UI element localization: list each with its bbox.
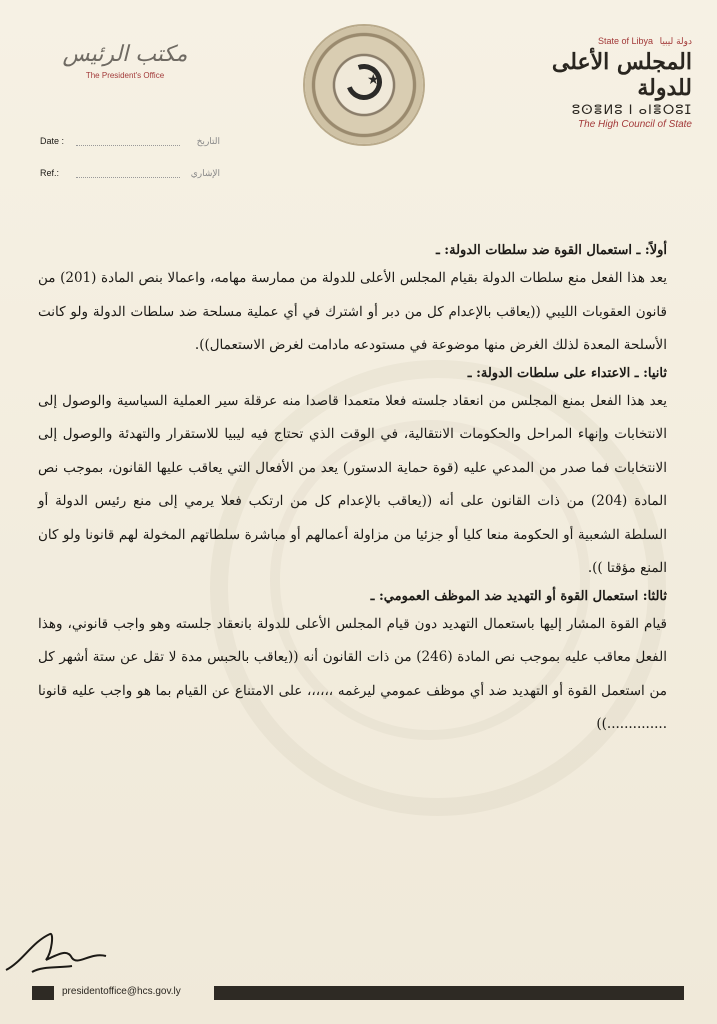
letter-body (38, 240, 667, 742)
council-name-english: The High Council of State (578, 119, 692, 130)
section-2-heading: ثانيا: ـ الاعتداء على سلطات الدولة: ـ (467, 365, 667, 381)
section-3-heading: ثالثا: استعمال القوة أو التهديد ضد الموظف العمومي: ـ (370, 588, 667, 604)
presidents-office-logo (60, 42, 190, 80)
council-letterhead (492, 36, 692, 130)
ref-line (76, 177, 180, 178)
star-icon: ★ (367, 72, 380, 88)
ref-label-ar: الإشاري (190, 168, 220, 178)
presidents-office-arabic: مكتب الرئيس (62, 42, 188, 67)
section-1-text: يعد هذا الفعل منع سلطات الدولة بقيام المجلس الأعلى للدولة من ممارسة مهامه، واعمالا بنص المادة (201) من قانون العقوبات الليبي ((يعاقب بالإعدام كل من دبر أو اشترك في أي عملية مسلحة ضد سلطات الدولة ولو كانت الأسلحة المعدة لذلك الغرض منها موضوعة في مستودعه مادامت لغرض الاستعمال)). (38, 270, 667, 353)
presidents-office-english: The President's Office (85, 71, 165, 80)
footer-email: presidentoffice@hcs.gov.ly (62, 986, 181, 997)
crescent-icon (340, 58, 388, 106)
date-field (40, 136, 220, 150)
section-2-text: يعد هذا الفعل بمنع المجلس من انعقاد جلسته فعلا متعمدا قاصدا منه عرقلة سير العملية السياسية والوصول إلى الانتخابات وإنهاء المراحل والحكومات الانتقالية، في الوقت الذي تحتاج فيه ليبيا للاستقرار والتهدئة والوصول إلى الانتخابات فما صدر من المدعي عليه (قوة حماية الدستور) يعد من الأفعال التي يعاقب عليها القانون، بموجب نص المادة (204) من ذات القانون على أنه ((يعاقب بالإعدام كل من ارتكب فعلا يرمي إلى منع رئيس الدولة أو السلطة الشعبية أو الحكومة منعا كليا أو جزئيا من مزاولة أعمالهم أو مباشرة سلطاتهم المخولة لهم قانونا ولو كان المنع مؤقتا )). (38, 392, 667, 576)
council-name-arabic: المجلس الأعلى للدولة (551, 49, 692, 101)
council-emblem-icon (305, 26, 423, 144)
date-label-en: Date : (40, 136, 65, 146)
state-english: State of Libya (598, 36, 654, 46)
state-arabic: دولة ليبيا (659, 37, 692, 47)
section-1-heading: أولاً: ـ استعمال القوة ضد سلطات الدولة: ـ (435, 243, 667, 258)
state-of-libya (492, 36, 692, 47)
reference-field (40, 168, 220, 182)
handwritten-signature (2, 922, 112, 982)
ref-label-en: Ref.: (40, 168, 60, 178)
council-name-tifinagh: ⵓⵙⴻⵍⵓ ⵏ ⴰⵏⴻⵔⵓⵊ (571, 103, 692, 118)
date-line (76, 145, 180, 146)
letter-footer (32, 984, 684, 1002)
footer-bar-left (32, 986, 54, 1000)
footer-bar-right (214, 986, 684, 1000)
date-label-ar: التاريخ (196, 136, 220, 146)
section-3-text: قيام القوة المشار إليها باستعمال التهديد دون قيام المجلس الأعلى للدولة بانعقاد جلسته وهو واجب قانوني، وهذا الفعل معاقب عليه بموجب نص المادة (246) من ذات القانون أنه ((يعاقب بالحبس مدة لا تقل عن ستة أشهر كل من استعمل القوة أو التهديد ضد أي موظف عمومي ليرغمه ،،،،،، على الامتناع عن القيام بما هو واجب عليه قانونا ..............)) (38, 615, 667, 732)
